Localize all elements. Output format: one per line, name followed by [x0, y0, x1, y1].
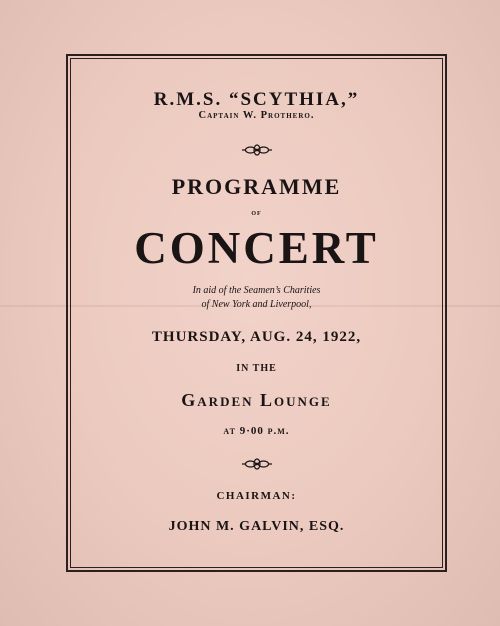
charity-line-1: In aid of the Seamen’s Charities [192, 285, 321, 296]
chairman-name: JOHN M. GALVIN, ESQ. [168, 519, 345, 534]
in-the-text: IN THE [236, 363, 277, 374]
chairman-label: CHAIRMAN: [216, 490, 297, 502]
event-date: THURSDAY, AUG. 24, 1922, [151, 329, 362, 345]
flourish-ornament-icon [241, 456, 273, 472]
captain-name: Captain W. Prothero. [198, 110, 315, 121]
programme-heading: PROGRAMME [171, 174, 342, 199]
of-word: of [251, 208, 262, 217]
venue-name: Garden Lounge [181, 390, 332, 410]
charity-line-2: of New York and Liverpool, [201, 299, 312, 310]
flourish-ornament-icon [241, 142, 273, 158]
event-time: at 9·00 p.m. [223, 425, 290, 437]
ship-name: R.M.S. “SCYTHIA,” [153, 89, 360, 110]
concert-heading: CONCERT [134, 223, 379, 273]
